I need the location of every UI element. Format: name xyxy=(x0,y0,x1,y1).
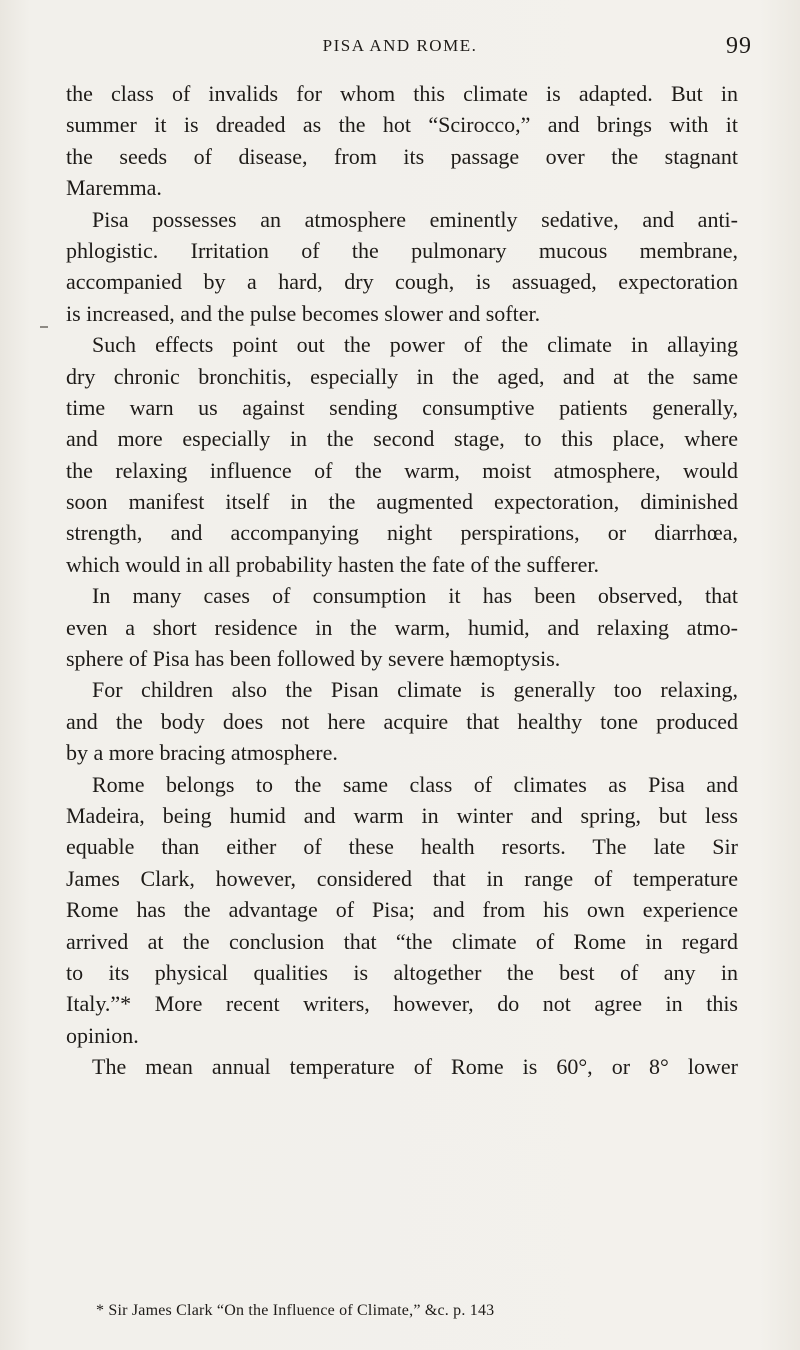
text-line: The mean annual temperature of Rome is 60°, or 8° lower xyxy=(92,1054,738,1080)
text-line: Rome has the advantage of Pisa; and from his own experience xyxy=(66,897,738,923)
text-line: the relaxing influence of the warm, moist atmosphere, would xyxy=(66,457,738,483)
text-line: dry chronic bronchitis, especially in the aged, and at the same xyxy=(66,363,738,389)
margin-mark xyxy=(40,326,48,328)
text-line: time warn us against sending consumptive patients generally, xyxy=(66,394,738,420)
text-line: For children also the Pisan climate is generally too relaxing, xyxy=(92,677,738,703)
text-line: and more especially in the second stage, to this place, where xyxy=(66,426,738,452)
text-line: which would in all probability hasten the fate of the sufferer. xyxy=(66,551,599,577)
text-line: soon manifest itself in the augmented expectoration, diminished xyxy=(66,489,738,515)
text-line: Maremma. xyxy=(66,175,162,201)
text-line: the seeds of disease, from its passage over the stagnant xyxy=(66,143,738,169)
page-header xyxy=(0,33,800,66)
body-text xyxy=(66,78,738,1083)
text-line: even a short residence in the warm, humid, and relaxing atmo- xyxy=(66,614,738,640)
text-line: phlogistic. Irritation of the pulmonary mucous membrane, xyxy=(66,237,738,263)
text-line: is increased, and the pulse becomes slower and softer. xyxy=(66,300,541,326)
page-number: 99 xyxy=(726,33,752,59)
footnote: * Sir James Clark “On the Influence of Climate,” &c. p. 143 xyxy=(96,1302,495,1319)
text-line: equable than either of these health resorts. The late Sir xyxy=(66,834,738,860)
text-line: sphere of Pisa has been followed by severe hæmoptysis. xyxy=(66,646,561,672)
text-line: Italy.”* More recent writers, however, do not agree in this xyxy=(66,991,738,1017)
text-line: to its physical qualities is altogether the best of any in xyxy=(66,959,738,985)
text-line: In many cases of consumption it has been observed, that xyxy=(92,583,738,609)
text-line: by a more bracing atmosphere. xyxy=(66,740,338,766)
running-head: PISA AND ROME. xyxy=(322,36,478,55)
text-line: strength, and accompanying night perspirations, or diarrhœa, xyxy=(66,520,738,546)
text-line: accompanied by a hard, dry cough, is assuaged, expectoration xyxy=(66,269,738,295)
text-line: Madeira, being humid and warm in winter and spring, but less xyxy=(66,802,738,828)
text-line: James Clark, however, considered that in range of temperature xyxy=(66,865,738,891)
text-line: Rome belongs to the same class of climates as Pisa and xyxy=(92,771,738,797)
text-line: summer it is dreaded as the hot “Scirocco,” and brings with it xyxy=(66,112,738,138)
text-line: Such effects point out the power of the climate in allaying xyxy=(92,332,738,358)
text-line: opinion. xyxy=(66,1022,139,1048)
text-line: arrived at the conclusion that “the climate of Rome in regard xyxy=(66,928,738,954)
text-line: the class of invalids for whom this climate is adapted. But in xyxy=(66,81,738,106)
text-line: Pisa possesses an atmosphere eminently sedative, and anti- xyxy=(92,206,738,232)
text-line: and the body does not here acquire that healthy tone produced xyxy=(66,708,738,734)
